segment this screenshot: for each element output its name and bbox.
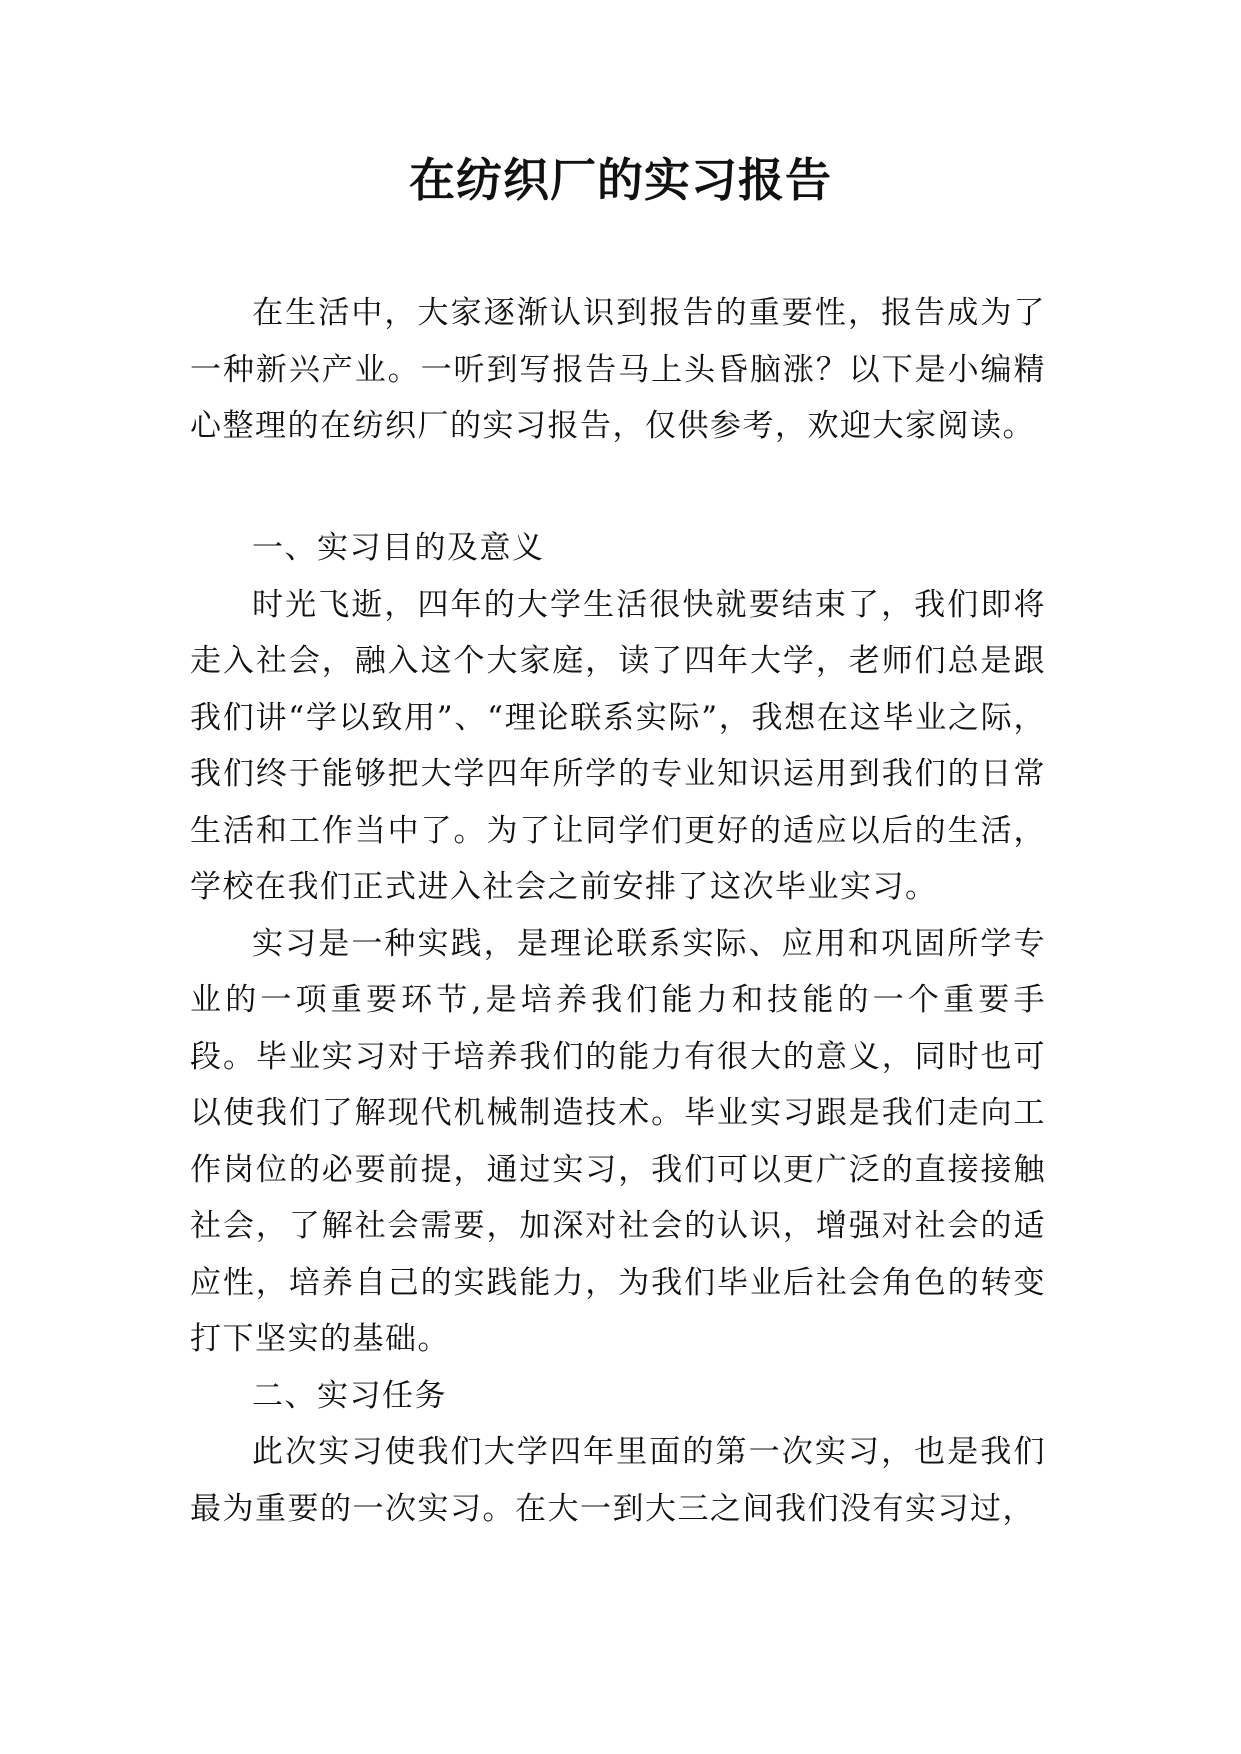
document-title: 在纺织厂的实习报告 [409, 153, 832, 207]
intro-paragraph: 在生活中，大家逐渐认识到报告的重要性，报告成为了一种新兴产业。一听到写报告马上头昏脑涨？以下是小编精心整理的在纺织厂的实习报告，仅供参考，欢迎大家阅读。 [190, 295, 1046, 444]
section-1-paragraph-2: 实习是一种实践，是理论联系实际、应用和巩固所学专业的一项重要环节,是培养我们能力和技能的一个重要手段。毕业实习对于培养我们的能力有很大的意义，同时也可以使我们了解现代机械制造技术。毕业实习跟是我们走向工作岗位的必要前提，通过实习，我们可以更广泛的直接接触社会，了解社会需要，加深对社会的认识，增强对社会的适应性，培养自己的实践能力，为我们毕业后社会角色的转变打下坚实的基础。 [190, 925, 1046, 1357]
intro-block [190, 285, 1046, 455]
section-heading-2: 二、实习任务 [252, 1377, 447, 1414]
main-content [190, 520, 1046, 1537]
section-heading-1: 一、实习目的及意义 [252, 530, 545, 566]
section-2-paragraph-1: 此次实习使我们大学四年里面的第一次实习，也是我们最为重要的一次实习。在大一到大三之间我们没有实习过， [190, 1434, 1046, 1527]
section-1-paragraph-1: 时光飞逝，四年的大学生活很快就要结束了，我们即将走入社会，融入这个大家庭，读了四年大学，老师们总是跟我们讲“学以致用”、“理论联系实际”，我想在这毕业之际，我们终于能够把大学四年所学的专业知识运用到我们的日常生活和工作当中了。为了让同学们更好的适应以后的生活，学校在我们正式进入社会之前安排了这次毕业实习。 [190, 586, 1046, 905]
